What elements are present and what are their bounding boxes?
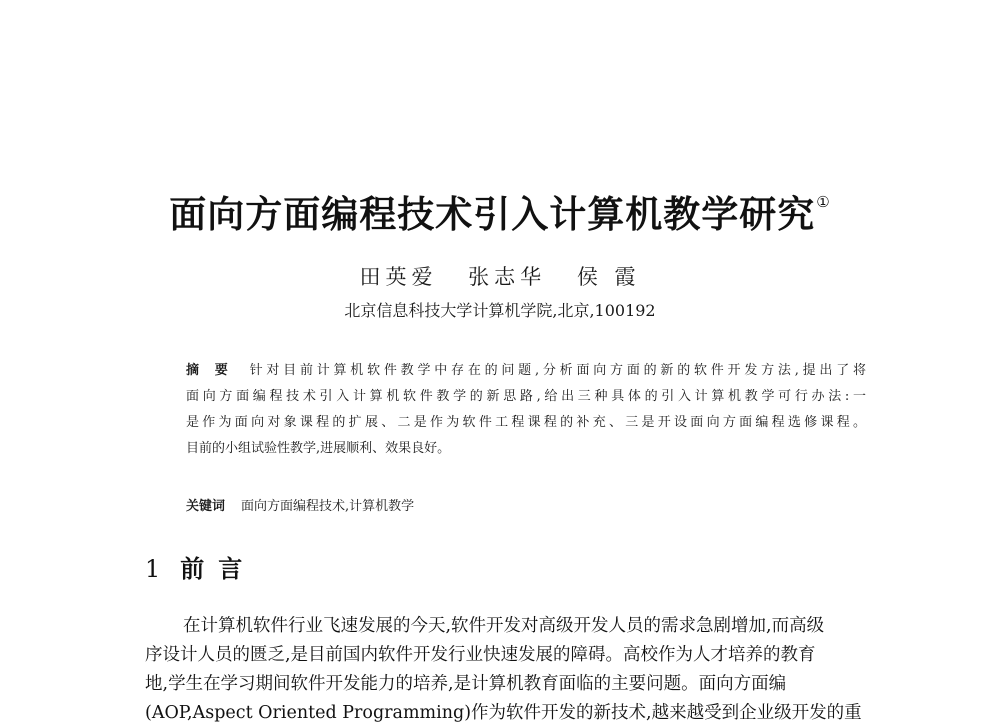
section-number: 1 bbox=[145, 555, 161, 583]
abstract-line: 目前的小组试验性教学,进展顺利、效果良好。 bbox=[186, 441, 451, 456]
abstract-line: 面向方面编程技术引入计算机软件教学的新思路,给出三种具体的引入计算机教学可行办法:一 bbox=[186, 389, 866, 404]
body-line: 地,学生在学习期间软件开发能力的培养,是计算机教育面临的主要问题。面向方面编 bbox=[145, 674, 787, 694]
body-line: 在计算机软件行业飞速发展的今天,软件开发对高级开发人员的需求急剧增加,而高级 bbox=[183, 616, 825, 636]
keywords-text: 面向方面编程技术,计算机教学 bbox=[241, 499, 415, 514]
author-affiliation: 北京信息科技大学计算机学院,北京,100192 bbox=[344, 301, 656, 320]
author-name: 田英爱 bbox=[359, 265, 438, 289]
section-body bbox=[145, 612, 1000, 724]
section-heading bbox=[145, 549, 256, 584]
abstract-line bbox=[186, 358, 866, 384]
abstract-line-text: 针对目前计算机软件教学中存在的问题,分析面向方面的新的软件开发方法,提出了将 bbox=[249, 363, 866, 378]
author-name: 侯 霞 bbox=[576, 265, 641, 289]
author-name: 张志华 bbox=[468, 265, 547, 289]
paper-title bbox=[0, 184, 1000, 238]
abstract bbox=[186, 358, 866, 462]
section-title: 前言 bbox=[180, 555, 257, 583]
abstract-label: 摘要 bbox=[186, 363, 244, 378]
abstract-line: 是作为面向对象课程的扩展、二是作为软件工程课程的补充、三是开设面向方面编程选修课程。 bbox=[186, 415, 866, 430]
keywords bbox=[186, 495, 414, 514]
body-line: (AOP,Aspect Oriented Programming)作为软件开发的新技术,越来越受到企业级开发的重 bbox=[145, 703, 862, 723]
title-footnote-mark: ① bbox=[816, 193, 831, 211]
paper-title-text: 面向方面编程技术引入计算机教学研究 bbox=[169, 193, 816, 236]
body-line: 序设计人员的匮乏,是目前国内软件开发行业快速发展的障碍。高校作为人才培养的教育 bbox=[145, 645, 816, 665]
author-list bbox=[0, 261, 1000, 291]
keywords-label: 关键词 bbox=[186, 499, 226, 514]
